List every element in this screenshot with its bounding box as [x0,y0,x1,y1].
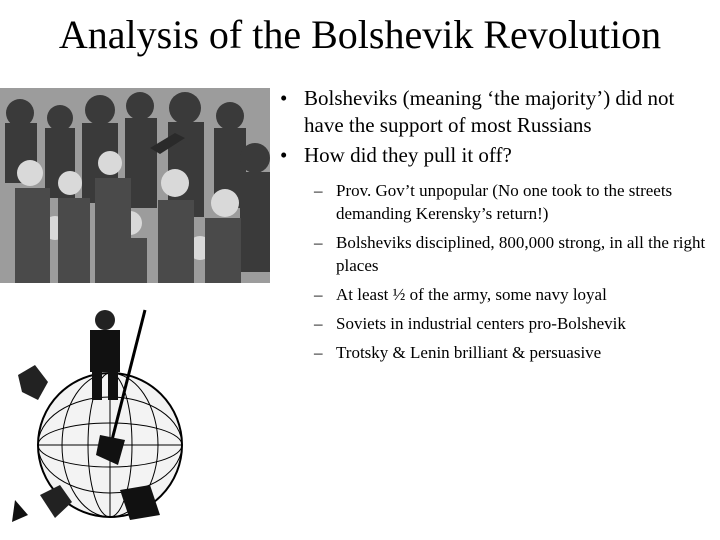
sub-bullet-text: Trotsky & Lenin brilliant & persuasive [336,343,602,362]
bullet-text: How did they pull it off? [304,143,512,167]
sub-bullet-item [278,341,708,364]
bullet-marker: • [280,86,288,110]
sub-bullet-marker: – [314,314,323,333]
bullet-item [278,85,708,139]
bullet-text: Bolsheviks (meaning ‘the majority’) did not have the support of most Russians [304,86,675,137]
bullet-item [278,142,708,169]
sub-bullet-text: Bolsheviks disciplined, 800,000 strong, in all the right places [336,233,706,275]
sub-bullet-marker: – [314,233,323,252]
sub-bullet-text: Prov. Gov’t unpopular (No one took to the streets demanding Kerensky’s return!) [336,181,673,223]
sub-bullet-marker: – [314,285,323,304]
sub-bullet-marker: – [314,181,323,200]
sub-bullet-item [278,312,708,335]
bullet-marker: • [280,143,288,167]
bullet-list [278,85,708,370]
sub-bullet-item [278,179,708,225]
sub-bullet-text: Soviets in industrial centers pro-Bolshevik [336,314,626,333]
sub-bullet-marker: – [314,343,323,362]
sub-bullet-text: At least ½ of the army, some navy loyal [336,285,607,304]
sub-bullet-item [278,231,708,277]
sub-bullet-list [278,179,708,364]
lenin-cartoon [0,290,200,540]
slide-title: Analysis of the Bolshevik Revolution [58,12,662,57]
crowd-photo [0,88,270,283]
sub-bullet-item [278,283,708,306]
